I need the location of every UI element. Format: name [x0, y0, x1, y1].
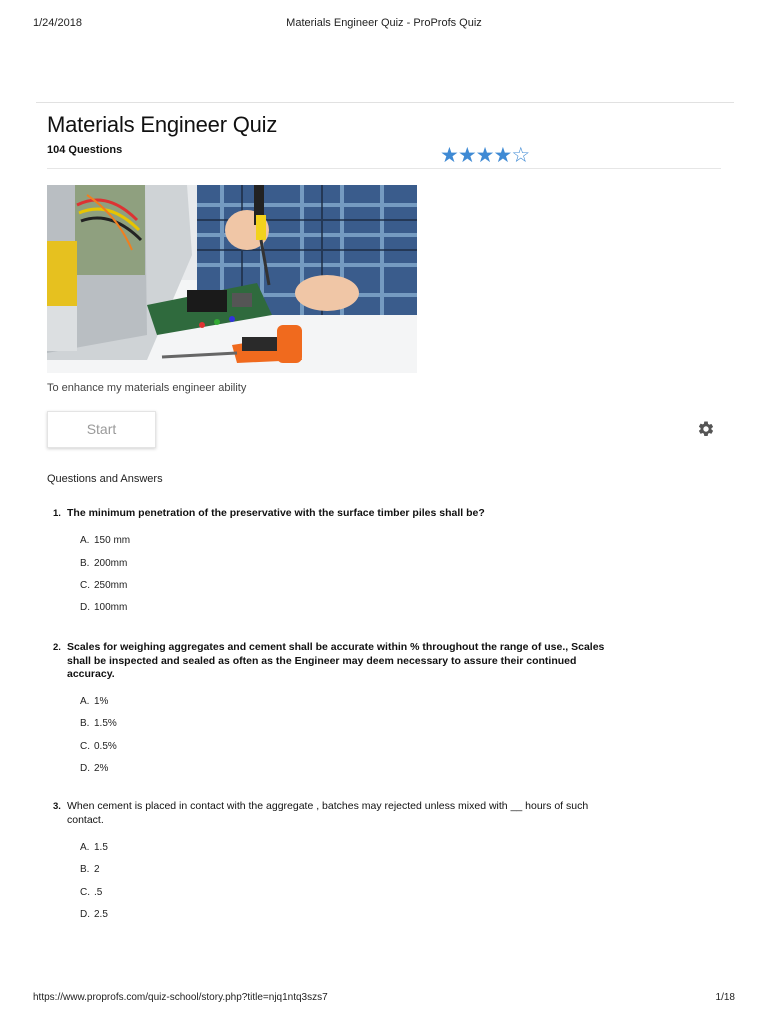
- option-item: [80, 558, 127, 569]
- option-text: 2%: [94, 763, 109, 774]
- option-text: .5: [94, 887, 103, 898]
- option-letter: D.: [80, 602, 90, 613]
- star-filled-icon: ★: [493, 144, 512, 167]
- option-item: [80, 602, 127, 613]
- option-letter: B.: [80, 558, 90, 569]
- option-item: [80, 842, 108, 853]
- star-filled-icon: ★: [440, 144, 458, 167]
- option-text: 2: [94, 864, 100, 875]
- option-letter: A.: [80, 842, 90, 853]
- option-item: [80, 718, 117, 729]
- option-letter: B.: [80, 718, 90, 729]
- option-text: 0.5%: [94, 741, 117, 752]
- option-item: [80, 909, 108, 920]
- question-number: 1.: [53, 508, 61, 519]
- star-filled-icon: ★: [457, 144, 476, 167]
- option-item: [80, 741, 117, 752]
- divider: [36, 102, 734, 103]
- option-text: 2.5: [94, 909, 108, 920]
- option-item: [80, 580, 127, 591]
- option-letter: B.: [80, 864, 90, 875]
- option-text: 1.5%: [94, 718, 117, 729]
- option-letter: C.: [80, 741, 90, 752]
- option-text: 1.5: [94, 842, 108, 853]
- question-count: 104 Questions: [47, 144, 123, 156]
- page-number: 1/18: [715, 992, 735, 1003]
- soldering-photo-illustration: [47, 185, 417, 373]
- qa-section-heading: Questions and Answers: [47, 473, 163, 485]
- quiz-cover-image: [47, 185, 417, 373]
- option-text: 100mm: [94, 602, 128, 613]
- question-text: Scales for weighing aggregates and cement shall be accurate within % throughout the range of use., Scales shall be inspected and sealed as often as the Engineer may deem necessary to assure their continued accuracy.: [67, 641, 605, 680]
- option-item: [80, 696, 108, 707]
- divider: [47, 168, 721, 169]
- star-filled-icon: ★: [475, 144, 494, 167]
- option-letter: C.: [80, 887, 90, 898]
- option-item: [80, 887, 102, 898]
- print-url: https://www.proprofs.com/quiz-school/story.php?title=njq1ntq3szs7: [33, 992, 328, 1003]
- option-item: [80, 535, 130, 546]
- option-text: 200mm: [94, 558, 128, 569]
- quiz-title: Materials Engineer Quiz: [47, 112, 278, 137]
- option-letter: A.: [80, 696, 90, 707]
- option-letter: D.: [80, 763, 90, 774]
- question-number: 3.: [53, 801, 61, 812]
- option-text: 1%: [94, 696, 109, 707]
- option-letter: D.: [80, 909, 90, 920]
- option-text: 150 mm: [94, 535, 131, 546]
- question-text: When cement is placed in contact with the aggregate , batches may rejected unless mixed with __ hours of such contact.: [67, 800, 589, 826]
- print-page-title: Materials Engineer Quiz - ProProfs Quiz: [286, 17, 482, 29]
- star-empty-icon: ☆: [511, 144, 530, 167]
- option-item: [80, 864, 100, 875]
- option-text: 250mm: [94, 580, 128, 591]
- gear-icon[interactable]: [697, 420, 715, 438]
- print-date: 1/24/2018: [33, 17, 82, 29]
- option-item: [80, 763, 108, 774]
- option-letter: C.: [80, 580, 90, 591]
- option-letter: A.: [80, 535, 90, 546]
- question-text: The minimum penetration of the preservative with the surface timber piles shall be?: [67, 507, 485, 519]
- question-number: 2.: [53, 642, 61, 653]
- start-button[interactable]: Start: [47, 411, 156, 448]
- quiz-description: To enhance my materials engineer ability: [47, 382, 247, 394]
- rating-stars: [440, 144, 529, 168]
